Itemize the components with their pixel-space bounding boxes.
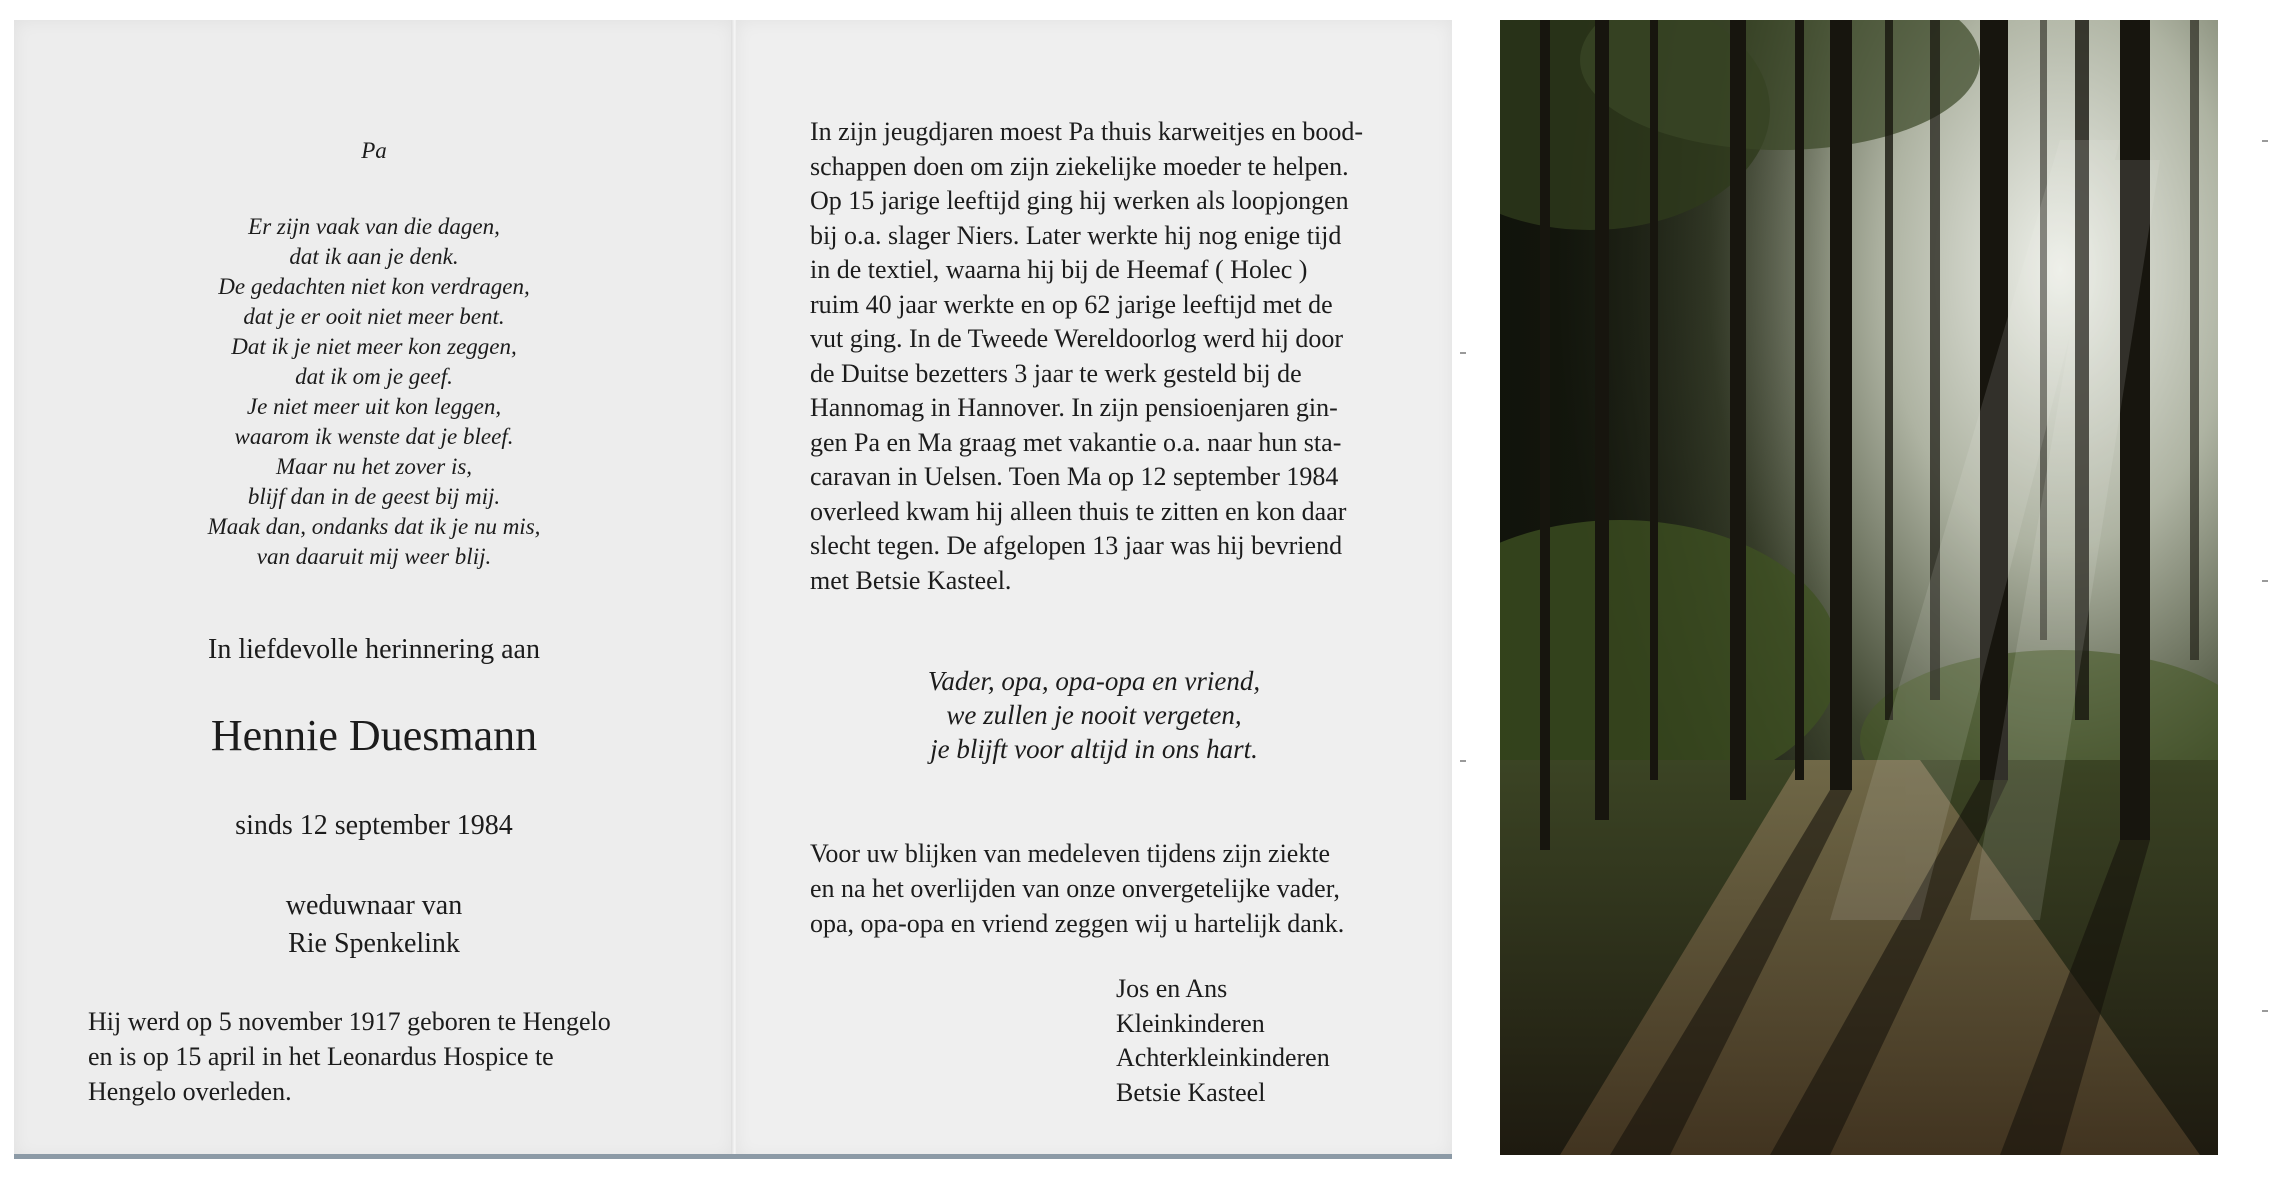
story-line: de Duitse bezetters 3 jaar te werk gesteld bij de	[810, 358, 1302, 388]
thank-you-note	[810, 836, 1400, 941]
story-line: ruim 40 jaar werkte en op 62 jarige leeftijd met de	[810, 289, 1333, 319]
story-line: vut ging. In de Tweede Wereldoorlog werd hij door	[810, 324, 1344, 353]
poem-line: Maar nu het zover is,	[275, 454, 473, 479]
tree-trunk	[1540, 20, 1550, 850]
scan-mark	[2262, 580, 2268, 582]
life-story	[810, 115, 1390, 598]
tree-trunk	[1830, 20, 1852, 790]
poem-line: dat ik aan je denk.	[289, 244, 459, 269]
poem-line: Je niet meer uit kon leggen,	[246, 394, 502, 419]
poem-line: waarom ik wenste dat je bleef.	[234, 424, 514, 449]
signer: Betsie Kasteel	[1116, 1077, 1266, 1107]
quote-line: je blijft voor altijd in ons hart.	[930, 734, 1258, 764]
left-card-panel	[14, 20, 735, 1158]
scan-mark	[2262, 140, 2268, 142]
scan-mark	[1460, 352, 1466, 354]
tree-trunk	[1885, 20, 1893, 720]
bio-line: Hengelo overleden.	[88, 1077, 292, 1106]
poem-line: Er zijn vaak van die dagen,	[248, 214, 500, 239]
tree-trunk	[1730, 20, 1746, 800]
story-line: schappen doen om zijn ziekelijke moeder te helpen.	[810, 151, 1349, 181]
poem-line: dat ik om je geef.	[295, 364, 453, 389]
scan-mark	[2262, 1010, 2268, 1012]
tree-trunk	[1650, 20, 1658, 780]
story-line: overleed kwam hij alleen thuis te zitten en kon daar	[810, 496, 1347, 526]
signer: Achterkleinkinderen	[1116, 1043, 1330, 1072]
scan-mark	[1460, 760, 1466, 762]
widower-label: weduwnaar van	[285, 890, 463, 921]
story-line: met Betsie Kasteel.	[810, 565, 1012, 595]
poem	[14, 212, 734, 572]
poem-line: blijf dan in de geest bij mij.	[247, 484, 501, 509]
poem-line: dat je er ooit niet meer bent.	[243, 304, 505, 329]
poem-title: Pa	[361, 138, 387, 163]
story-line: in de textiel, waarna hij bij de Heemaf ( Holec )	[810, 255, 1308, 284]
thanks-line: opa, opa-opa en vriend zeggen wij u hartelijk dank.	[810, 909, 1345, 938]
widowed-since: sinds 12 september 1984	[235, 810, 513, 841]
middle-card-panel	[736, 20, 1452, 1158]
poem-line: van daaruit mij weer blij.	[256, 544, 492, 569]
spouse-name: Rie Spenkelink	[288, 928, 460, 959]
tree-trunk	[2190, 20, 2199, 660]
poem-line: Maak dan, ondanks dat ik je nu mis,	[207, 514, 541, 539]
story-line: Hannomag in Hannover. In zijn pensioenjaren gin-	[810, 393, 1338, 422]
birth-death-details	[88, 1004, 688, 1109]
story-line: bij o.a. slager Niers. Later werkte hij nog enige tijd	[810, 220, 1342, 250]
card-bottom-edge	[14, 1154, 1452, 1159]
memorial-intro: In liefdevolle herinnering aan	[208, 634, 540, 665]
forest-photo	[1500, 20, 2218, 1155]
tree-trunk	[2120, 20, 2150, 840]
thanks-line: Voor uw blijken van medeleven tijdens zijn ziekte	[810, 839, 1331, 868]
story-line: slecht tegen. De afgelopen 13 jaar was hij bevriend	[810, 531, 1343, 560]
farewell-quote	[736, 664, 1452, 766]
signer: Jos en Ans	[1116, 974, 1228, 1003]
poem-line: Dat ik je niet meer kon zeggen,	[231, 334, 517, 359]
quote-line: we zullen je nooit vergeten,	[946, 700, 1242, 730]
signers-list	[1116, 972, 1416, 1110]
tree-trunk	[1795, 20, 1804, 780]
bio-line: Hij werd op 5 november 1917 geboren te Hengelo	[88, 1007, 611, 1036]
deceased-name: Hennie Duesmann	[210, 711, 538, 760]
tree-trunk	[1595, 20, 1609, 820]
bio-line: en is op 15 april in het Leonardus Hospice te	[88, 1042, 554, 1071]
story-line: caravan in Uelsen. Toen Ma op 12 september 1984	[810, 462, 1339, 491]
poem-line: De gedachten niet kon verdragen,	[218, 274, 530, 299]
story-line: In zijn jeugdjaren moest Pa thuis karweitjes en bood-	[810, 117, 1364, 146]
story-line: Op 15 jarige leeftijd ging hij werken als loopjongen	[810, 186, 1349, 215]
forest-illustration	[1500, 20, 2218, 1155]
quote-line: Vader, opa, opa-opa en vriend,	[927, 666, 1261, 696]
thanks-line: en na het overlijden van onze onvergetelijke vader,	[810, 874, 1340, 903]
signer: Kleinkinderen	[1116, 1008, 1265, 1038]
story-line: gen Pa en Ma graag met vakantie o.a. naar hun sta-	[810, 427, 1342, 457]
